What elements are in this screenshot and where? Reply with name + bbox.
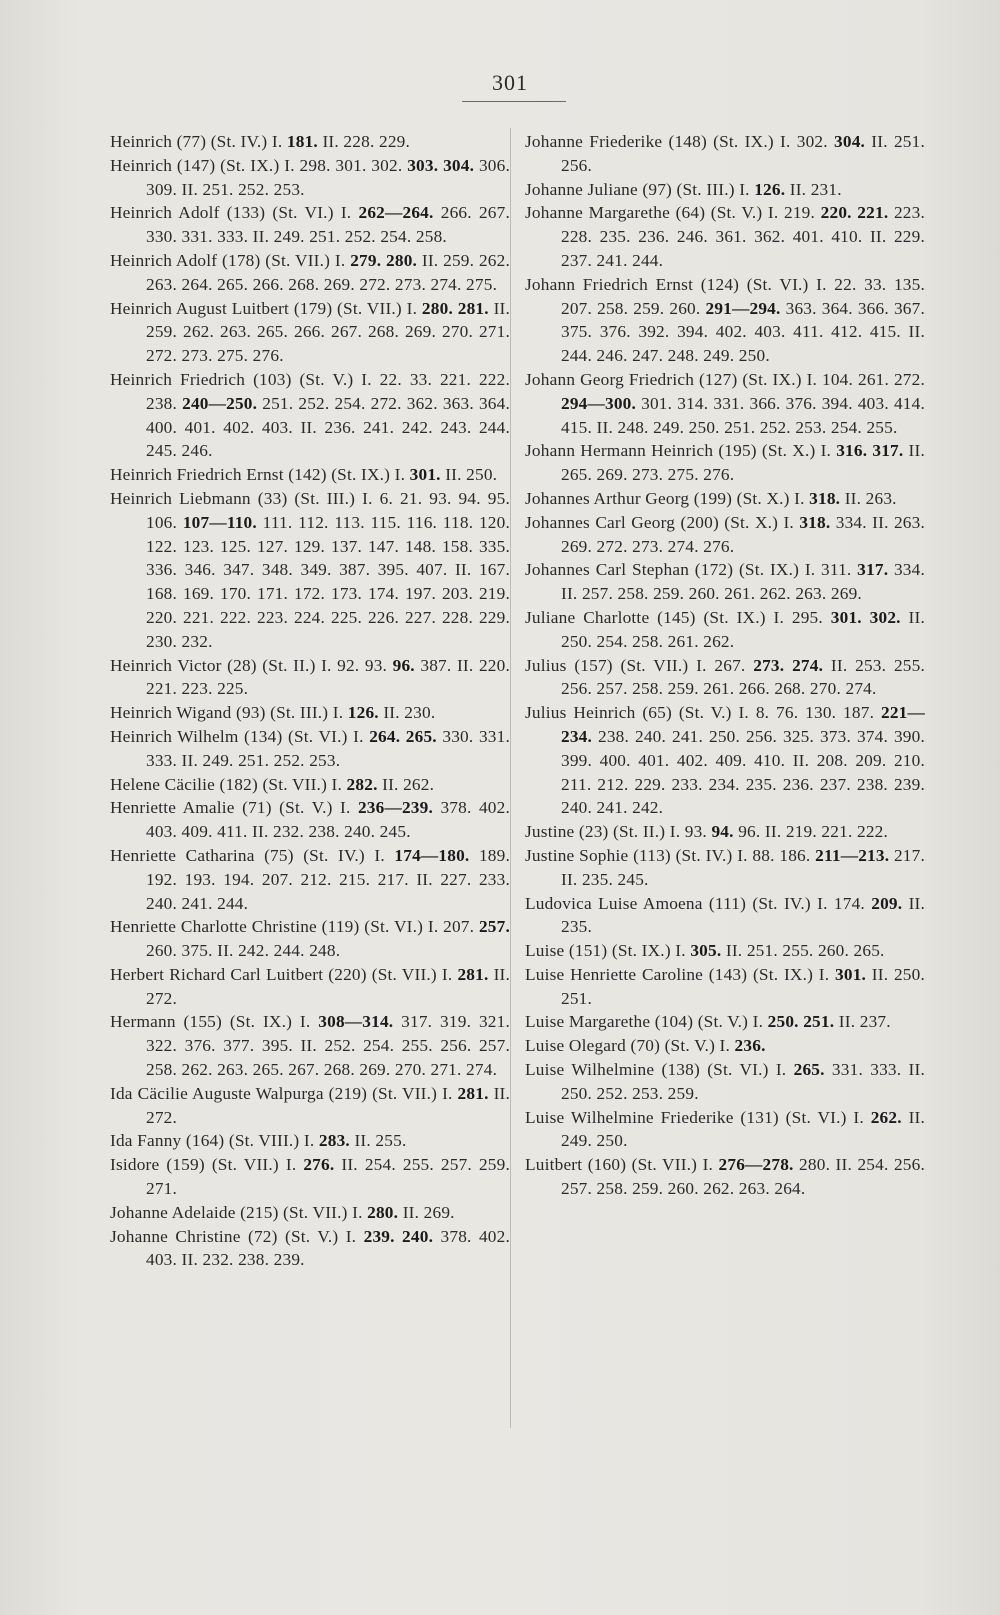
entry-text: 330. 331. 333. II. 249. 251. 252. 253. [146,726,511,770]
entry-text: Johann Hermann Heinrich (195) (St. X.) I. [525,441,837,461]
index-entry [110,249,510,297]
entry-text: Luitbert (160) (St. VII.) I. [525,1155,719,1175]
page-number: 301 [492,70,528,95]
main-reference: 318. [809,488,841,508]
entry-text: 378. 402. 403. II. 232. 238. 239. [146,1226,511,1270]
entry-text: Luise Olegard (70) (St. V.) I. [525,1036,735,1056]
entry-text: Heinrich Adolf (133) (St. VI.) I. [110,203,359,223]
entry-text: 301. 314. 331. 366. 376. 394. 403. 414. 415. II. 248. 249. 250. 251. 252. 253. 254. 255. [561,393,925,437]
entry-text: Johann Friedrich Ernst (124) (St. VI.) I. 22. 33. 135. 207. 258. 259. 260. [525,274,925,318]
main-reference: 209. [871,893,903,913]
index-entry [110,1010,510,1081]
entry-text: Heinrich (147) (St. IX.) I. 298. 301. 302. [110,155,408,175]
entry-text: II. 230. [378,703,436,723]
index-entry [525,1010,925,1034]
main-reference: 301. 302. [830,607,901,627]
index-entry [525,368,925,439]
index-entry [525,963,925,1011]
main-reference: 291—294. [705,298,781,318]
index-entry [110,796,511,844]
entry-text: Johanne Juliane (97) (St. III.) I. [525,179,755,199]
entry-text: Johann Georg Friedrich (127) (St. IX.) I. 104. 261. 272. [525,369,925,389]
entry-text: 317. 319. 321. 322. 376. 377. 395. II. 252. 254. 255. 256. 257. 258. 262. 263. 265. 267. 268. 269. 270. 271. 274. [146,1012,510,1080]
index-entry [110,1129,510,1153]
main-reference: 96. [392,655,415,675]
entry-text: Heinrich Wigand (93) (St. III.) I. [110,703,348,723]
index-entry [110,844,510,915]
main-reference: 181. [286,132,318,151]
main-reference: 264. 265. [369,726,437,746]
index-entry [525,439,925,487]
entry-text: II. 250. 254. 258. 261. 262. [561,607,925,651]
entry-text: II. 251. 256. [561,132,925,175]
main-reference: 283. [318,1131,350,1151]
entry-text: Justine (23) (St. II.) I. 93. [525,822,712,842]
page-number-rule [462,101,566,102]
main-reference: 317. [857,560,889,580]
entry-text: 96. II. 219. 221. 222. [733,822,889,842]
entry-text: Heinrich Victor (28) (St. II.) I. 92. 93. [110,655,393,675]
main-reference: 280. [367,1202,399,1222]
index-entry [110,701,510,725]
entry-text: Johannes Carl Georg (200) (St. X.) I. [525,512,800,532]
index-entry [110,368,511,463]
entry-text: Heinrich Adolf (178) (St. VII.) I. [110,250,351,270]
entry-text: 306. 309. II. 251. 252. 253. [146,155,511,199]
entry-text: II. 237. [834,1012,891,1032]
main-reference: 94. [711,822,734,842]
entry-text: II. 259. 262. 263. 264. 265. 266. 268. 269. 272. 273. 274. 275. [146,250,510,294]
index-entry [525,130,925,178]
entry-text: 260. 375. II. 242. 244. 248. [146,941,341,961]
entry-text: Heinrich Friedrich (103) (St. V.) I. 22. 33. 221. 222. 238. [110,369,510,413]
main-reference: 282. [346,774,378,794]
main-reference: 305. [690,941,722,961]
main-reference: 276. [303,1155,335,1175]
main-reference: 126. [754,179,786,199]
main-reference: 316. 317. [836,441,904,461]
main-reference: 294—300. [561,393,637,413]
index-entry [525,654,925,702]
index-entry [110,773,510,797]
entry-text: Ludovica Luise Amoena (111) (St. IV.) I. 174. [525,893,872,913]
entry-text: 331. 333. II. 250. 252. 253. 259. [561,1060,925,1103]
index-entry [110,1225,511,1273]
main-reference: 280. 281. [421,298,489,318]
column-separator [510,128,511,1428]
entry-text: 238. 240. 241. 250. 256. 325. 373. 374. 390. 399. 400. 401. 402. 409. 410. II. 208. 209. 210. 211. 212. 229. 233. 234. 235. 236. 237. 238. 239. 240. 241. 242. [561,726,925,818]
entry-text: Henriette Catharina (75) (St. IV.) I. [110,845,395,865]
index-entry [525,273,926,368]
index-entry [110,725,511,773]
main-reference: 318. [799,512,831,532]
main-reference: 250. 251. [767,1012,835,1032]
main-reference: 273. 274. [753,655,824,675]
entry-text: Luise Wilhelmine Friederike (131) (St. VI.) I. [525,1107,871,1127]
entry-text: Julius Heinrich (65) (St. V.) I. 8. 76. 130. 187. [525,703,881,723]
entry-text: II. 249. 250. [561,1107,925,1151]
index-entry [110,463,510,487]
entry-text: Luise Henriette Caroline (143) (St. IX.) I. [525,964,836,984]
index-entry [525,844,926,892]
index-entry [525,701,925,820]
main-reference: 257. [478,917,510,937]
entry-text: II. 259. 262. 263. 265. 266. 267. 268. 269. 270. 271. 272. 273. 275. 276. [146,298,511,366]
entry-text: 266. 267. 330. 331. 333. II. 249. 251. 252. 254. 258. [146,203,510,247]
entry-text: Johanne Margarethe (64) (St. V.) I. 219. [525,203,821,223]
entry-text: Luise Wilhelmine (138) (St. VI.) I. [525,1060,794,1080]
entry-text: Julius (157) (St. VII.) I. 267. [525,655,754,675]
entry-text: Henriette Amalie (71) (St. V.) I. [110,798,358,818]
main-reference: 308—314. [318,1012,394,1032]
main-reference: 265. [793,1060,825,1080]
main-reference: 301. [835,964,867,984]
entry-text: II. 254. 255. 257. 259. 271. [146,1155,510,1199]
entry-text: II. 251. 255. 260. 265. [721,941,885,961]
entry-text: 363. 364. 366. 367. 375. 376. 392. 394. 402. 403. 411. 412. 415. II. 244. 246. 247. 248. 249. 250. [561,298,926,366]
index-entry [525,178,925,202]
main-reference: 239. 240. [363,1226,434,1246]
main-reference: 174—180. [394,845,470,865]
entry-text: Herbert Richard Carl Luitbert (220) (St. VII.) I. [110,964,458,984]
index-entry [525,511,926,559]
entry-text: 111. 112. 113. 115. 116. 118. 120. 122. 123. 125. 127. 129. 137. 147. 148. 158. 335. 336. 346. 347. 348. 349. 387. 395. 407. II. 167. 168. 169. 170. 171. 172. 173. 174. 197. 203. 219. 220. 221. 222. 223. 224. 225. 226. 227. 228. 229. 230. 232. [146,512,511,651]
main-reference: 262—264. [358,203,434,223]
entry-text: II. 253. 255. 256. 257. 258. 259. 261. 266. 268. 270. 274. [561,655,925,699]
index-entry [525,820,925,844]
entry-text: 251. 252. 254. 272. 362. 363. 364. 400. 401. 402. 403. II. 236. 241. 242. 243. 244. 245. 246. [146,393,511,461]
entry-text: 334. II. 257. 258. 259. 260. 261. 262. 263. 269. [561,560,925,604]
main-reference: 276—278. [718,1155,794,1175]
main-reference: 221—234. [561,703,925,746]
entry-text: II. 250. [440,465,498,485]
entry-text: II. 272. [146,1083,511,1127]
entry-text: Luise (151) (St. IX.) I. [525,941,691,961]
main-reference: 126. [347,703,379,723]
entry-text: Ida Cäcilie Auguste Walpurga (219) (St. VII.) I. [110,1083,458,1103]
entry-text: Johanne Adelaide (215) (St. VII.) I. [110,1202,368,1222]
entry-text: Heinrich August Luitbert (179) (St. VII.) I. [110,298,422,318]
entry-text: II. 255. [349,1131,407,1151]
index-entry [525,892,926,940]
entry-text: Hermann (155) (St. IX.) I. [110,1012,319,1032]
entry-text: II. 250. 251. [561,964,925,1008]
entry-text: II. 235. [561,893,926,937]
entry-text: II. 262. [377,774,435,794]
entry-text: Juliane Charlotte (145) (St. IX.) I. 295. [525,607,831,627]
main-reference: 236—239. [357,798,433,818]
entry-text: II. 269. [398,1202,455,1222]
entry-text: Johanne Christine (72) (St. V.) I. [110,1226,364,1246]
index-entry [525,1058,925,1106]
main-reference: 240—250. [182,393,258,413]
index-entry [525,1034,925,1058]
index-entry [525,558,925,606]
main-reference: 304. [834,132,866,151]
index-entry [110,130,510,154]
entry-text: Johannes Carl Stephan (172) (St. IX.) I. 311. [525,560,858,580]
main-reference: 279. 280. [350,250,418,270]
entry-text: Heinrich Friedrich Ernst (142) (St. IX.) I. [110,465,410,485]
entry-text: 280. II. 254. 256. 257. 258. 259. 260. 262. 263. 264. [561,1155,925,1199]
index-entry [525,939,925,963]
index-entry [110,201,510,249]
index-entry [525,487,925,511]
main-reference: 236. [734,1036,766,1056]
index-entry [110,297,511,368]
main-reference: 281. [457,964,489,984]
entry-text: Heinrich Liebmann (33) (St. III.) I. 6. 21. 93. 94. 95. 106. [110,488,510,532]
entry-text: Helene Cäcilie (182) (St. VII.) I. [110,774,347,794]
index-entry [110,1153,510,1201]
entry-text: Henriette Charlotte Christine (119) (St. VI.) I. 207. [110,917,479,937]
entry-text: 217. II. 235. 245. [561,845,926,889]
index-entry [525,1106,925,1154]
entry-text: Johannes Arthur Georg (199) (St. X.) I. [525,488,810,508]
index-entry [110,654,510,702]
entry-text: Johanne Friederike (148) (St. IX.) I. 302. [525,132,835,151]
entry-text: 334. II. 263. 269. 272. 273. 274. 276. [561,512,926,556]
entry-text: 223. 228. 235. 236. 246. 361. 362. 401. 410. II. 229. 237. 241. 244. [561,203,925,270]
entry-text: Heinrich (77) (St. IV.) I. [110,132,287,151]
index-column-right [525,130,925,1201]
entry-text: 387. II. 220. 221. 223. 225. [146,655,510,699]
entry-text: II. 263. [840,488,897,508]
entry-text: Isidore (159) (St. VII.) I. [110,1155,304,1175]
entry-text: II. 231. [785,179,842,199]
index-entry [110,487,511,654]
index-entry [110,1082,511,1130]
main-reference: 211—213. [815,845,890,865]
main-reference: 262. [870,1107,902,1127]
index-entry [525,1153,925,1201]
entry-text: Luise Margarethe (104) (St. V.) I. [525,1012,768,1032]
entry-text: Justine Sophie (113) (St. IV.) I. 88. 186. [525,845,816,865]
entry-text: Heinrich Wilhelm (134) (St. VI.) I. [110,726,370,746]
main-reference: 107—110. [182,512,257,532]
entry-text: Ida Fanny (164) (St. VIII.) I. [110,1131,319,1151]
index-entry [110,1201,510,1225]
entry-text: II. 265. 269. 273. 275. 276. [561,441,925,485]
main-reference: 281. [457,1083,489,1103]
index-entry [525,201,925,272]
main-reference: 301. [409,465,441,485]
index-entry [110,154,511,202]
entry-text: 378. 402. 403. 409. 411. II. 232. 238. 240. 245. [146,798,511,842]
entry-text: II. 228. 229. [317,132,411,151]
main-reference: 220. 221. [820,203,889,223]
index-entry [110,915,510,963]
entry-text: 189. 192. 193. 194. 207. 212. 215. 217. II. 227. 233. 240. 241. 244. [146,845,510,913]
index-entry [525,606,925,654]
index-entry [110,963,510,1011]
entry-text: II. 272. [146,964,510,1008]
main-reference: 303. 304. [407,155,475,175]
index-column-left [110,130,510,1272]
